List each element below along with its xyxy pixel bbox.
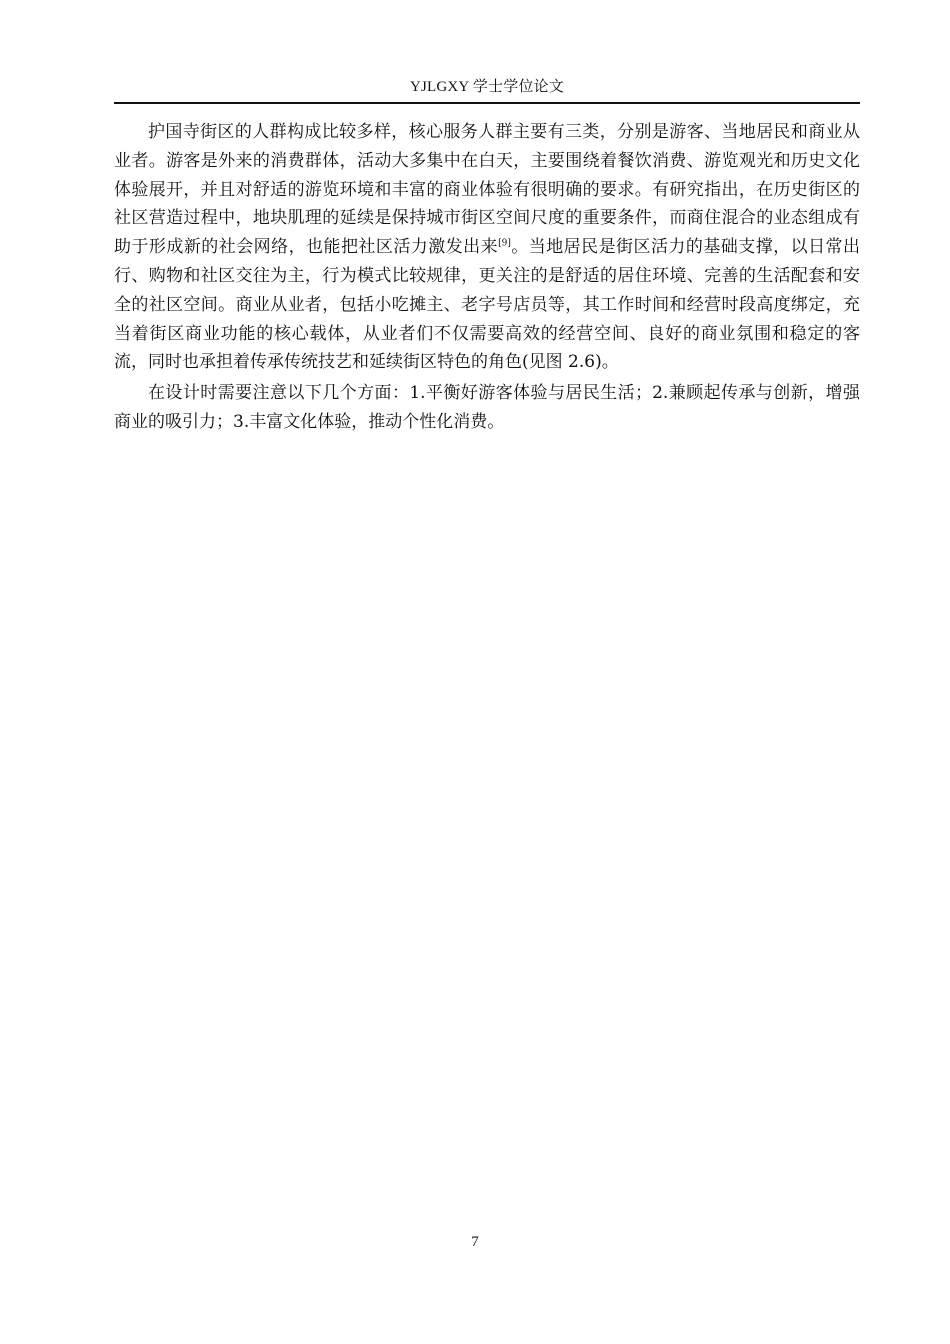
paragraph-1-text-before-cite: 护国寺街区的人群构成比较多样，核心服务人群主要有三类，分别是游客、当地居民和商业从业者。游客是外来的消费群体，活动大多集中在白天，主要围绕着餐饮消费、游览观光和历史文化体验展开，并且对舒适的游览环境和丰富的商业体验有很明确的要求。有研究指出，在历史街区的社区营造过程中，地块肌理的延续是保持城市街区空间尺度的重要条件，而商住混合的业态组成有助于形成新的社会网络，也能把社区活力激发出来 — [114, 122, 860, 258]
body-text — [114, 118, 860, 437]
paragraph-2 — [114, 379, 860, 437]
paragraph-1 — [114, 118, 860, 377]
paragraph-2-text: 在设计时需要注意以下几个方面：1.平衡好游客体验与居民生活；2.兼顾起传承与创新，增强商业的吸引力；3.丰富文化体验，推动个性化消费。 — [114, 383, 860, 432]
paragraph-1-text-after-cite: 。当地居民是街区活力的基础支撑，以日常出行、购物和社区交往为主，行为模式比较规律，更关注的是舒适的居住环境、完善的生活配套和安全的社区空间。商业从业者，包括小吃摊主、老字号店员等，其工作时间和经营时段高度绑定，充当着街区商业功能的核心载体，从业者们不仅需要高效的经营空间、良好的商业氛围和稳定的客流，同时也承担着传承传统技艺和延续街区特色的角色(见图 2.6)。 — [114, 237, 861, 373]
citation-marker: [9] — [498, 238, 511, 249]
page-number-text: 7 — [471, 1234, 479, 1250]
page-number — [0, 1232, 950, 1252]
page-header — [114, 74, 860, 104]
header-title: YJLGXY 学士学位论文 — [409, 79, 565, 95]
